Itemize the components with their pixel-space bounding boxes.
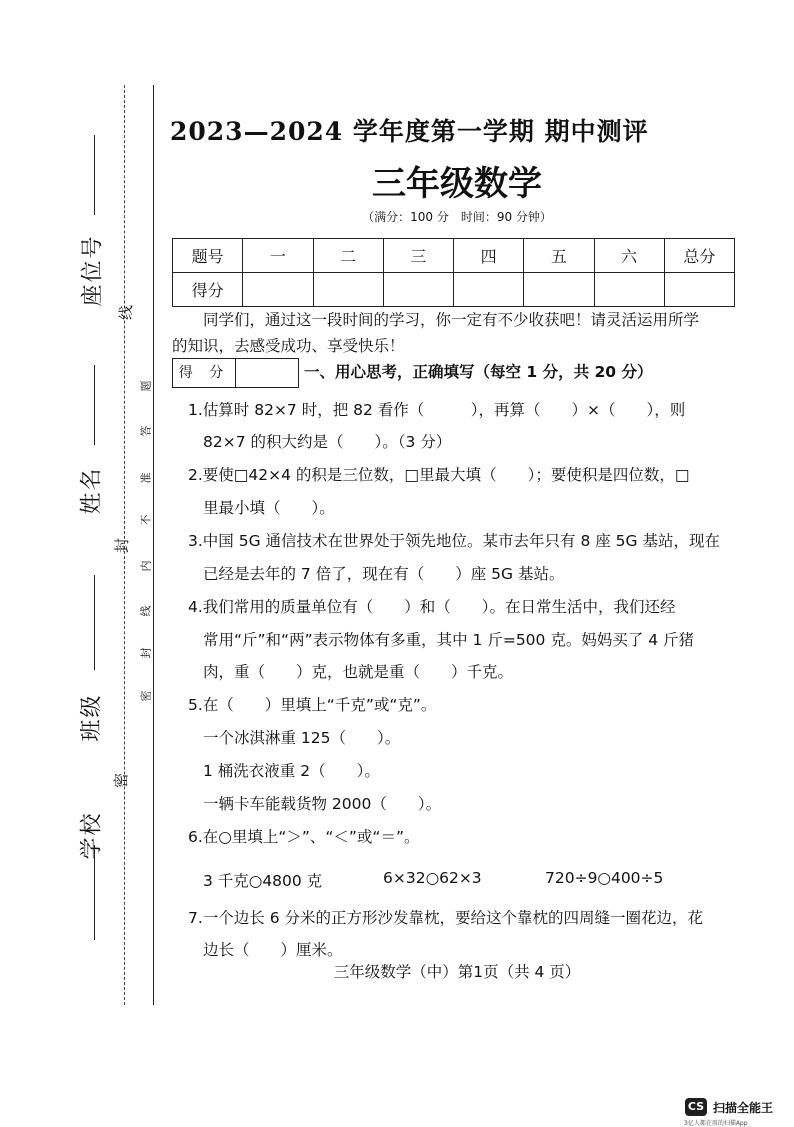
exam-title: 2023—2024 学年度第一学期 期中测评: [170, 117, 649, 146]
notice-char: 密: [139, 690, 153, 702]
question-6-line-1: 6.在○里填上“＞”、“＜”或“＝”。: [188, 828, 420, 846]
question-2-line-2: 里最小填（ ）。: [203, 499, 335, 517]
question-6-item-c: 720÷9○400÷5: [545, 869, 664, 887]
notice-char: 答: [139, 425, 153, 437]
score-input-cell[interactable]: [524, 273, 594, 307]
score-table-header-row: [173, 239, 735, 273]
intro-line-2: 的知识，去感受成功、享受快乐！: [172, 337, 405, 355]
score-table-cell: 题号: [173, 239, 243, 273]
score-table-cell: 二: [313, 239, 383, 273]
score-input-cell[interactable]: [383, 273, 453, 307]
notice-char: 内: [139, 560, 153, 572]
score-input-cell[interactable]: [664, 273, 734, 307]
question-1-line-2: 82×7 的积大约是（ ）。（3 分）: [203, 433, 452, 451]
seal-mark-mi: 密: [112, 772, 131, 789]
class-label: 班级: [79, 693, 105, 742]
question-4-line-3: 肉，重（ ）克，也就是重（ ）千克。: [203, 663, 514, 681]
score-table-cell: 四: [454, 239, 524, 273]
score-table-score-row: [173, 273, 735, 307]
question-1-line-1: 1.估算时 82×7 时，把 82 看作（ ），再算（ ）×（ ），则: [188, 401, 686, 419]
section-score-box: [172, 358, 299, 388]
score-table-cell: 一: [243, 239, 313, 273]
question-4-line-2: 常用“斤”和“两”表示物体有多重，其中 1 斤=500 克。妈妈买了 4 斤猪: [203, 631, 695, 649]
section-score-label: 得 分: [173, 359, 236, 387]
question-5-item-b: 1 桶洗衣液重 2（ ）。: [203, 762, 380, 780]
seat-number-label: 座位号: [80, 234, 106, 307]
score-table-cell: 三: [383, 239, 453, 273]
notice-char: 封: [139, 647, 153, 659]
question-7-line-2: 边长（ ）厘米。: [203, 941, 343, 959]
question-6-item-b: 6×32○62×3: [383, 869, 482, 887]
question-5-item-a: 一个冰淇淋重 125（ ）。: [203, 729, 401, 747]
page-footer: 三年级数学（中）第1页（共 4 页）: [333, 963, 581, 981]
score-table-cell: 得分: [173, 273, 243, 307]
question-5-item-c: 一辆卡车能载货物 2000（ ）。: [203, 795, 442, 813]
question-4-line-1: 4.我们常用的质量单位有（ ）和（ ）。在日常生活中，我们还经: [188, 598, 676, 616]
scanner-watermark: [685, 1098, 773, 1116]
cs-logo-icon: CS: [685, 1098, 707, 1116]
question-2-line-1: 2.要使□42×4 的积是三位数，□里最大填（ ）；要使积是四位数，□: [188, 466, 690, 484]
school-label: 学校: [79, 811, 105, 860]
score-table-cell: 总分: [664, 239, 734, 273]
seal-mark-feng: 封: [113, 537, 132, 554]
scanner-app-name: 扫描全能王: [713, 1100, 774, 1115]
intro-line-1: 同学们，通过这一段时间的学习，你一定有不少收获吧！请灵活运用所学: [172, 311, 700, 329]
score-table: [172, 238, 735, 307]
score-table-cell: 六: [594, 239, 664, 273]
question-3-line-2: 已经是去年的 7 倍了，现在有（ ）座 5G 基站。: [203, 565, 565, 583]
scanner-tagline: 3亿人都在用的扫描App: [684, 1120, 748, 1127]
seal-mark-xian: 线: [117, 304, 136, 321]
notice-char: 不: [139, 514, 153, 526]
score-input-cell[interactable]: [454, 273, 524, 307]
notice-char: 准: [139, 472, 153, 484]
question-3-line-1: 3.中国 5G 通信技术在世界处于领先地位。某市去年只有 8 座 5G 基站，现在: [188, 532, 720, 550]
score-input-cell[interactable]: [594, 273, 664, 307]
class-underline: [94, 575, 95, 670]
exam-subtitle: 三年级数学: [372, 164, 542, 204]
score-input-cell[interactable]: [243, 273, 313, 307]
notice-char: 线: [139, 605, 153, 617]
question-6-item-a: 3 千克○4800 克: [203, 872, 323, 890]
question-7-line-1: 7.一个边长 6 分米的正方形沙发靠枕，要给这个靠枕的四周缝一圈花边，花: [188, 909, 704, 927]
exam-info: （满分：100 分 时间：90 分钟）: [362, 210, 552, 224]
score-input-cell[interactable]: [313, 273, 383, 307]
section-score-input[interactable]: [236, 359, 298, 387]
section-1-heading: 一、用心思考，正确填写（每空 1 分，共 20 分）: [304, 363, 653, 381]
name-underline: [94, 365, 95, 445]
notice-char: 题: [139, 380, 153, 392]
score-table-cell: 五: [524, 239, 594, 273]
name-label: 姓名: [79, 466, 105, 515]
question-5-line-1: 5.在（ ）里填上“千克”或“克”。: [188, 696, 437, 714]
